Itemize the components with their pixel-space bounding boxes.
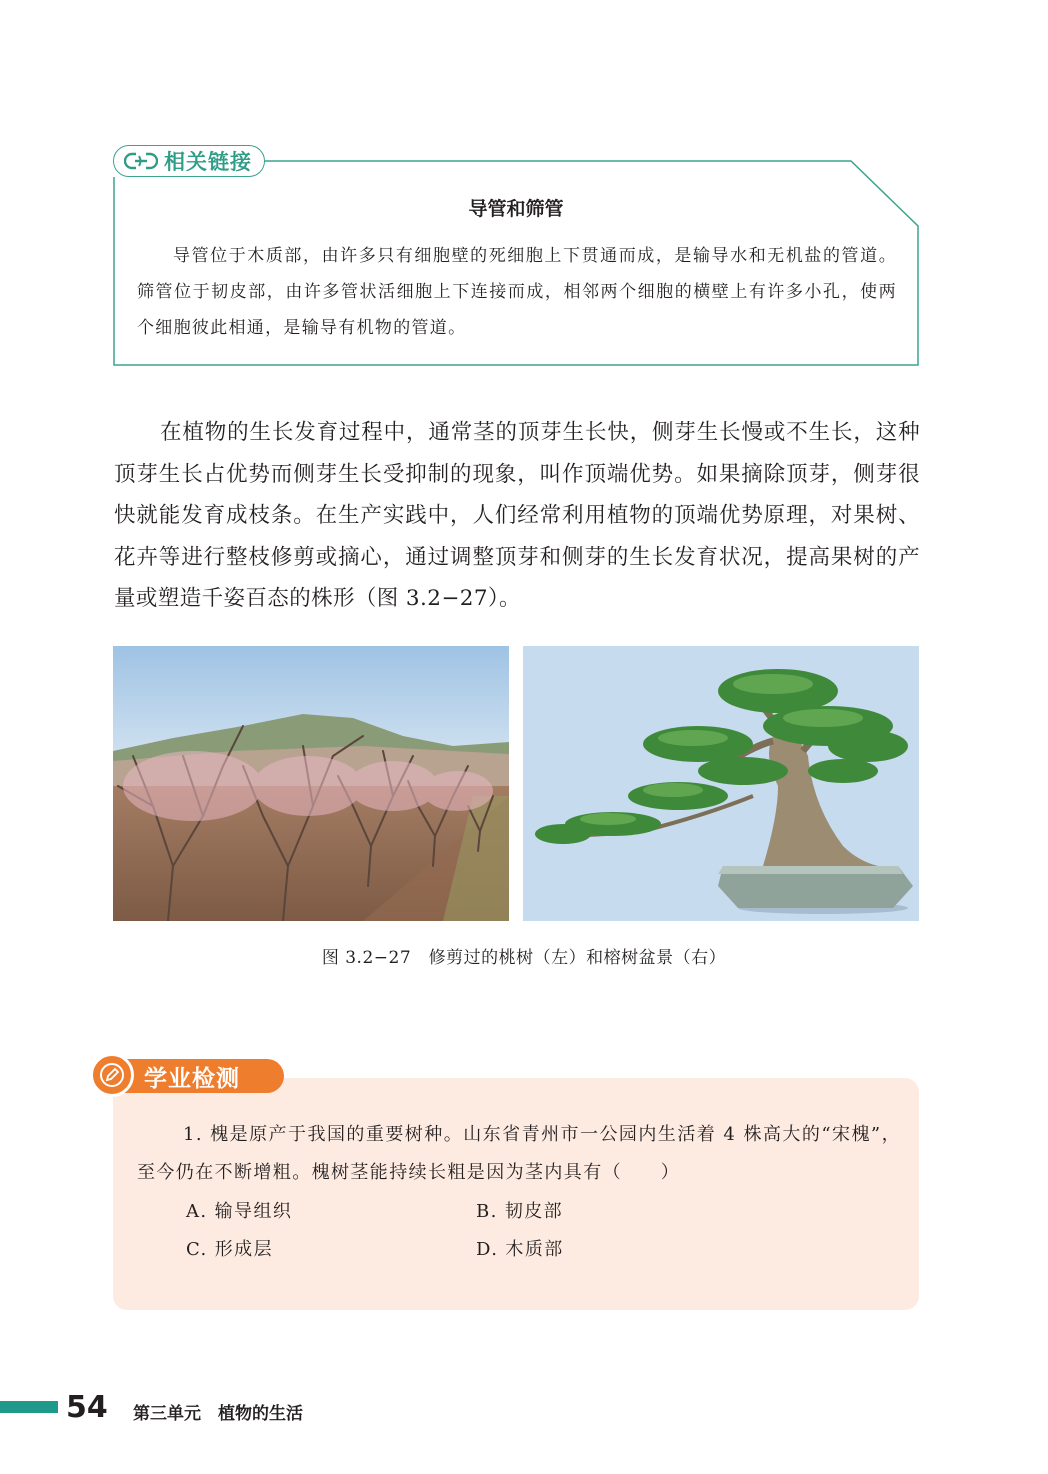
option-b: B. 韧皮部 (476, 1201, 564, 1222)
related-link-title: 导管和筛管 (468, 198, 564, 220)
figure-caption: 图 3.2−27 修剪过的桃树（左）和榕树盆景（右） (321, 948, 727, 968)
photo-pruned-peach-trees (113, 646, 509, 921)
main-paragraph: 在植物的生长发育过程中，通常茎的顶芽生长快，侧芽生长慢或不生长，这种顶芽生长占优势而侧芽生长受抑制的现象，叫作顶端优势。如果摘除顶芽，侧芽很快就能发育成枝条。在生产实践中，人们经常利用植物的顶端优势原理，对果树、花卉等进行整枝修剪或摘心，通过调整顶芽和侧芽的生长发育状况，提高果树的产量或塑造千姿百态的株形（图 3.2−27）。 (114, 420, 920, 611)
pencil-icon (90, 1053, 134, 1097)
related-link-body: 导管位于木质部，由许多只有细胞壁的死细胞上下贯通而成，是输导水和无机盐的管道。筛管位于韧皮部，由许多管状活细胞上下连接而成，相邻两个细胞的横壁上有许多小孔，使两个细胞彼此相通，是输导有机物的管道。 (137, 246, 897, 338)
option-a: A. 输导组织 (186, 1201, 293, 1222)
related-link-label: 相关链接 (164, 150, 252, 174)
footer-accent-bar (0, 1401, 58, 1413)
option-d: D. 木质部 (476, 1239, 564, 1260)
link-icon (124, 150, 158, 172)
related-link-box (113, 150, 919, 366)
assessment-box (113, 1078, 919, 1310)
option-c: C. 形成层 (186, 1239, 273, 1260)
related-link-tag (113, 145, 265, 177)
unit-title: 第三单元 植物的生活 (133, 1404, 303, 1424)
photo-banyan-bonsai (523, 646, 919, 921)
assessment-tag (90, 1053, 286, 1097)
page-number: 54 (66, 1390, 108, 1425)
question-stem: 1. 槐是原产于我国的重要树种。山东省青州市一公园内生活着 4 株高大的“宋槐”，至今仍在不断增粗。槐树茎能持续长粗是因为茎内具有（ ） (137, 1124, 901, 1183)
assessment-tag-label: 学业检测 (144, 1066, 240, 1092)
